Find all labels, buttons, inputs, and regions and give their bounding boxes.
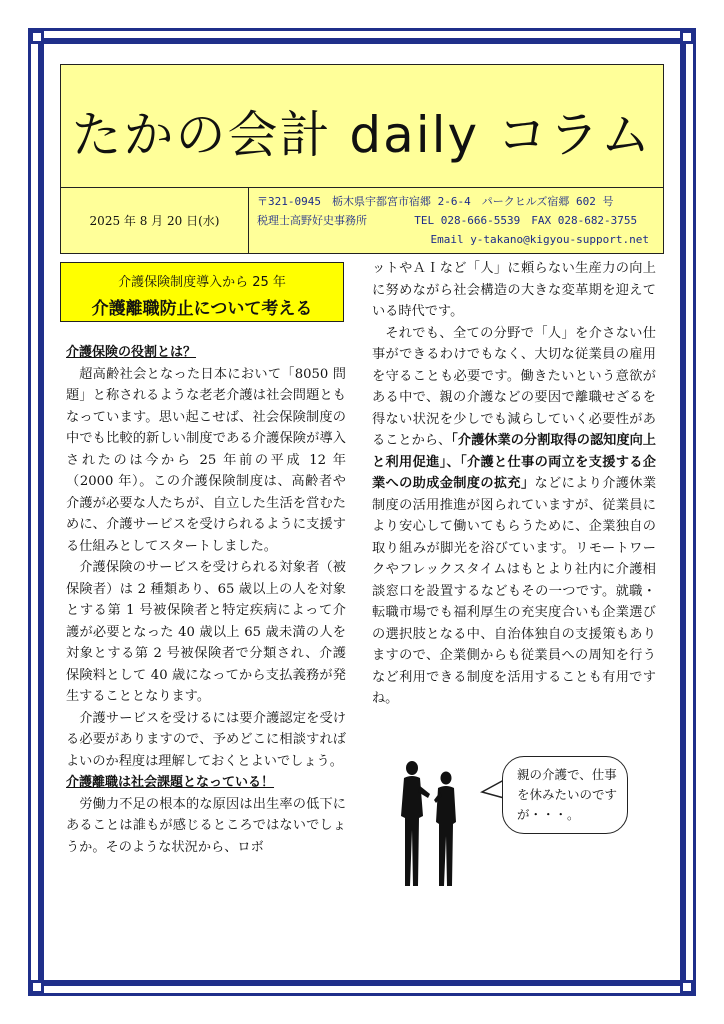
contact-block — [257, 192, 657, 249]
paragraph: 介護保険のサービスを受けられる対象者（被保険者）は 2 種類あり、65 歳以上の人を対象とする第 1 号被保険者と特定疾病によって介護が必要となった 40 歳以上 65 歳未満の人を対象とする第 2 号被保険者で分類され、介護保険料として 40 歳になってから支払義務が発生することとなります。 — [66, 560, 346, 704]
headline-box — [60, 262, 344, 322]
info-bar — [60, 188, 664, 254]
emphasized-text: 「介護休業の分割取得の認知度向上と利用促進」、「介護と仕事の両立を支援する企業への助成金制度の拡充」 — [372, 433, 656, 491]
newsletter-title: たかの会計 daily コラム — [71, 106, 653, 164]
section-heading: 介護離職は社会課題となっている！ — [66, 775, 275, 790]
right-column — [372, 258, 656, 710]
corner-ornament — [30, 30, 44, 44]
address: 〒321-0945 栃木県宇都宮市宿郷 2-6-4 パークヒルズ宿郷 602 号 — [257, 195, 614, 208]
paragraph: 介護サービスを受けるには要介護認定を受ける必要がありますので、予めどこに相談すればよいのか程度は理解しておくとよいでしょう。 — [66, 710, 346, 769]
title-banner — [60, 64, 664, 188]
headline-subtitle: 介護保険制度導入から 25 年 — [118, 275, 286, 290]
paragraph: 労働力不足の根本的な原因は出生率の低下にあることは誰もが感じるところではないでしょうか。そのような状況から、ロボ — [66, 796, 346, 855]
tel-fax: TEL 028-666-5539 FAX 028-682-3755 — [414, 214, 638, 227]
paragraph: 超高齢社会となった日本において「8050 問題」と称されるような老老介護は社会問題ともなっています。思い起こせば、社会保険制度の中でも比較的新しい制度である介護保険が導入されたのは今から 25 年前の平成 12 年（2000 年）。この介護保険制度は、高齢者や介護が必要な人たちが、自立した生活を営むために、介護サービスを受けられるように支援する仕組みとしてスタートしました。 — [66, 366, 346, 554]
speech-bubble: 親の介護で、仕事を休みたいのですが・・・。 — [502, 756, 628, 834]
headline-title: 介護離職防止について考える — [91, 299, 313, 319]
issue-date: 2025 年 8 月 20 日(水) — [61, 188, 249, 253]
bubble-tail-mask — [503, 788, 507, 802]
section-heading: 介護保険の役割とは？ — [66, 345, 197, 360]
corner-ornament — [30, 980, 44, 994]
email[interactable]: Email y-takano@kigyou-support.net — [430, 233, 649, 246]
paragraph: ットやＡＩなど「人」に頼らない生産力の向上に努めながら社会構造の大きな変革期を迎えている時代です。 — [372, 261, 656, 319]
left-column — [66, 342, 346, 858]
corner-ornament — [680, 30, 694, 44]
corner-ornament — [680, 980, 694, 994]
paragraph-text: それでも、全ての分野で「人」を介さない仕事ができるわけでもなく、大切な従業員の雇用を守ることも必要です。働きたいという意欲がある中で、親の介護などの要因で離職せざるを得ない状況を少しでも減らしていく必要性があることから、 — [372, 325, 656, 448]
office-contact — [257, 211, 657, 230]
paragraph-text: などにより介護休業制度の活用推進が図られていますが、従業員により安心して働いてもらうために、企業独自の取り組みが脚光を浴びています。リモートワークやフレックスタイムはもとより社内に介護相談窓口を設置するなどもその一つです。就職・転職市場でも福利厚生の充実度合いも企業選びの選択肢となる中、自治体独自の支援策もありますので、企業側からも従業員への周知を行うなど利用できる制度を活用することも有用ですね。 — [372, 476, 657, 706]
paragraph — [372, 323, 656, 710]
office-name: 税理士高野好史事務所 — [257, 214, 367, 227]
two-people-silhouette-icon — [396, 758, 476, 888]
